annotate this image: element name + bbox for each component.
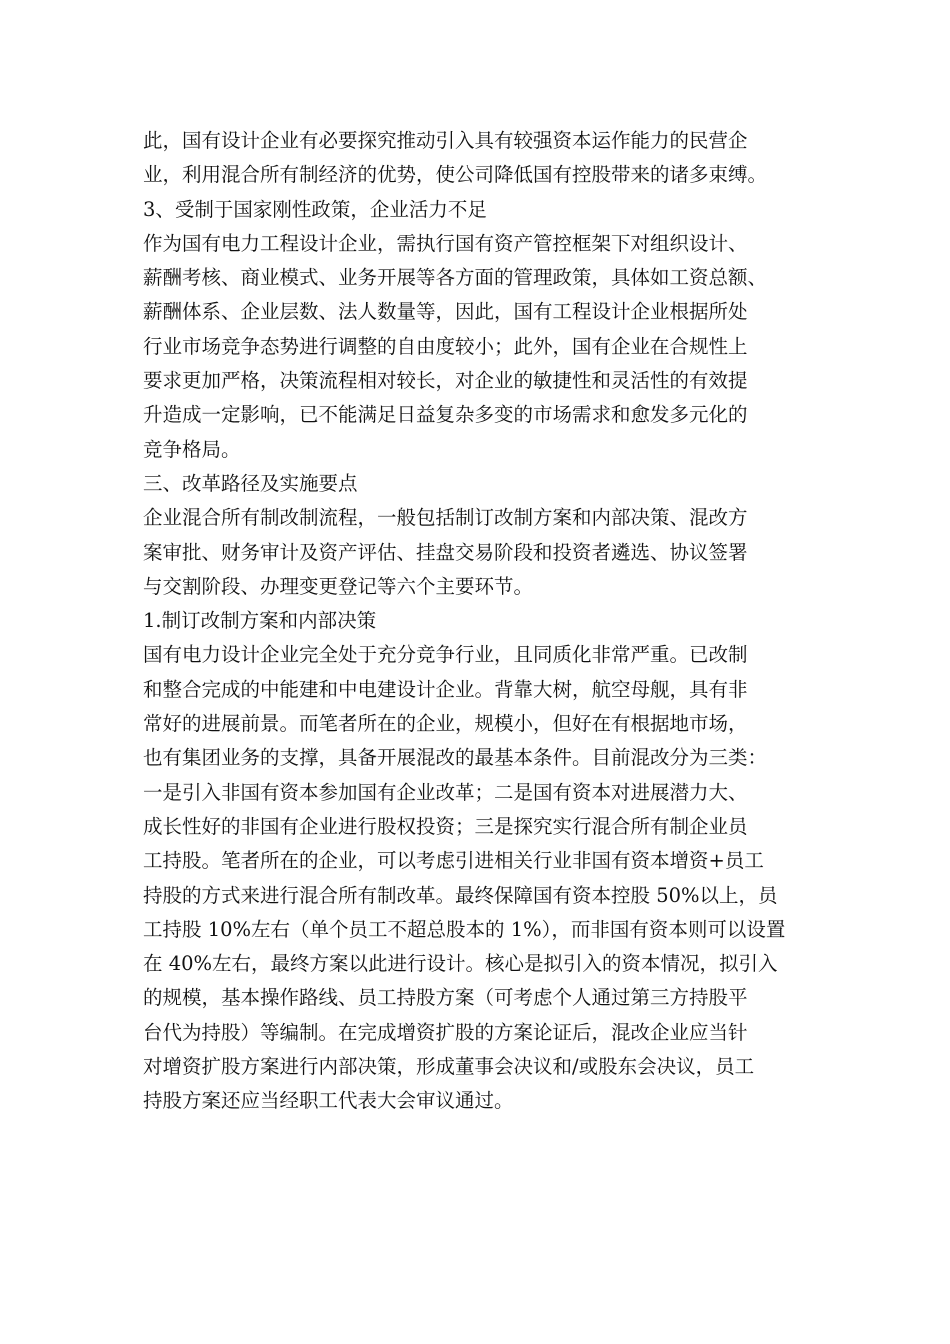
text-line: 行业市场竞争态势进行调整的自由度较小；此外，国有企业在合规性上 [143, 334, 748, 358]
text-line: 升造成一定影响，已不能满足日益复杂多变的市场需求和愈发多元化的 [143, 403, 748, 427]
text-line: 业，利用混合所有制经济的优势，使公司降低国有控股带来的诸多束缚。 [143, 163, 768, 187]
text-line: 对增资扩股方案进行内部决策，形成董事会决议和/或股东会决议，员工 [143, 1055, 755, 1079]
text-line: 常好的进展前景。而笔者所在的企业，规模小，但好在有根据地市场， [143, 712, 748, 736]
text-line: 持股方案还应当经职工代表大会审议通过。 [143, 1089, 514, 1113]
text-line: 竞争格局。 [143, 437, 241, 461]
text-line: 的规模，基本操作路线、员工持股方案（可考虑个人通过第三方持股平 [143, 986, 748, 1010]
text-line: 作为国有电力工程设计企业，需执行国有资产管控框架下对组织设计、 [143, 231, 748, 255]
text-line: 也有集团业务的支撑，具备开展混改的最基本条件。目前混改分为三类： [143, 746, 768, 770]
text-line: 工持股 10%左右（单个员工不超总股本的 1%），而非国有资本则可以设置 [143, 917, 786, 941]
text-line: 持股的方式来进行混合所有制改革。最终保障国有资本控股 50%以上，员 [143, 883, 778, 907]
text-line: 此，国有设计企业有必要探究推动引入具有较强资本运作能力的民营企 [143, 129, 748, 152]
text-line: 国有电力设计企业完全处于充分竞争行业，且同质化非常严重。已改制 [143, 643, 748, 667]
section-heading: 1.制订改制方案和内部决策 [143, 609, 377, 633]
text-line: 与交割阶段、办理变更登记等六个主要环节。 [143, 574, 534, 598]
text-line: 台代为持股）等编制。在完成增资扩股的方案论证后，混改企业应当针 [143, 1020, 748, 1044]
text-line: 和整合完成的中能建和中电建设计企业。背靠大树，航空母舰，具有非 [143, 677, 748, 701]
section-heading: 3、受制于国家刚性政策，企业活力不足 [143, 197, 487, 221]
text-line: 要求更加严格，决策流程相对较长，对企业的敏捷性和灵活性的有效提 [143, 369, 748, 393]
text-line: 在 40%左右，最终方案以此进行设计。核心是拟引入的资本情况，拟引入 [143, 952, 778, 976]
text-line: 工持股。笔者所在的企业，可以考虑引进相关行业非国有资本增资+员工 [143, 849, 764, 873]
text-line: 企业混合所有制改制流程，一般包括制订改制方案和内部决策、混改方 [143, 506, 748, 530]
section-heading: 三、改革路径及实施要点 [143, 471, 358, 495]
text-line: 案审批、财务审计及资产评估、挂盘交易阶段和投资者遴选、协议签署 [143, 540, 748, 564]
text-line: 薪酬体系、企业层数、法人数量等，因此，国有工程设计企业根据所处 [143, 300, 748, 324]
document-body [143, 124, 813, 1119]
text-line: 薪酬考核、商业模式、业务开展等各方面的管理政策，具体如工资总额、 [143, 266, 768, 290]
text-line: 一是引入非国有资本参加国有企业改革；二是国有资本对进展潜力大、 [143, 780, 748, 804]
text-line: 成长性好的非国有企业进行股权投资；三是探究实行混合所有制企业员 [143, 814, 748, 838]
